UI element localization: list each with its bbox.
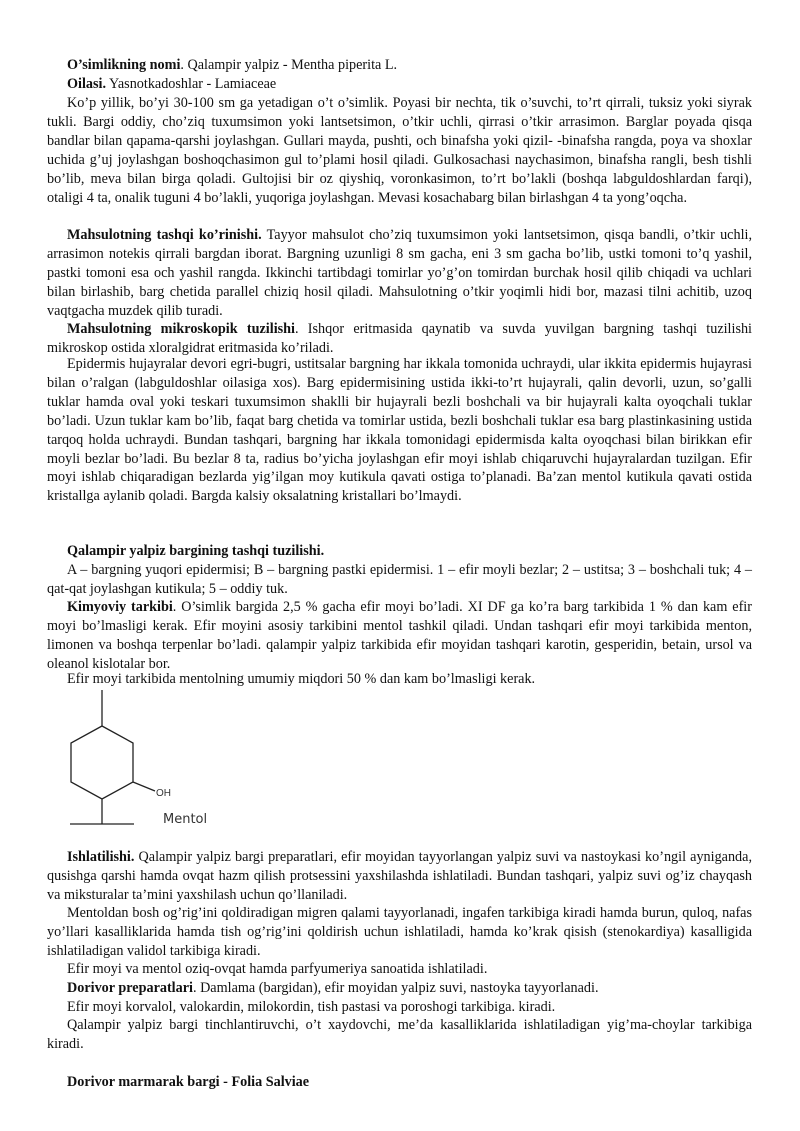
figure-title: Qalampir yalpiz bargining tashqi tuzilishi. xyxy=(67,543,325,559)
hydroxyl-label: OH xyxy=(156,788,171,799)
epidermis-paragraph: Epidermis hujayralar devori egri-bugri, ustitsalar bargning har ikkala tomonida uchraydi, ular ikkita epidermis hujayrasi bilan o’ralgan (labguldoshlar oilasiga xos). Barg epidermisining ustida ikki-to’rt hujayrali, qalin devorli, uzun, so’galli tuklar hamda oval yoki teskari tuxumsimon shaklli bir hujayrali bezli boshchali va bir hujayrali kalta oyoqchali tuklar bo’ladi. Uzun tuklar kam bo’lib, faqat barg chetida va tomirlar ustida, bezli boshchali tuklar esa barg plastinkasining ustida tarqoq holda uchraydi. Bundan tashqari, bargning har ikkala tomonidagi epidermisda kalta oyoqchasi bilan birikkan efir moyli bezlar bo’ladi. Bu bezlar 8 ta, radius bo’yicha joylashgan efir moyi ishlab chiqaruvchi hujayralardan tuzilgan. Efir moyi ishlab chiqaradigan bezlarda yig’ilgan moy kutikula qavati ostiga to’planadi. Ba’zan mentol kutikula qavati ostida kristallga aylanib qoladi. Bargda kalsiy oksalatning kristallari bo’lmaydi. xyxy=(47,356,752,505)
plant-name-label: O’simlikning nomi xyxy=(67,57,181,73)
microscopy-paragraph: Mahsulotning mikroskopik tuzilishi. Ishqor eritmasida qaynatib va suvda yuvilgan bargning tashqi tuzilishi mikroskop ostida xloralgidrat eritmasida ko’riladi. xyxy=(47,321,753,356)
family-label: Oilasi. xyxy=(67,76,107,92)
menthol-structure xyxy=(60,688,240,833)
tea-mixtures-paragraph: Qalampir yalpiz bargi tinchlantiruvchi, o’t xaydovchi, me’da kasalliklarida ishlatiladigan yig’ma-choylar tarkibiga kiradi. xyxy=(47,1017,752,1052)
usage-paragraph: Ishlatilishi. Qalampir yalpiz bargi preparatlari, efir moyidan tayyorlangan yalpiz suvi va nastoykasi ko’ngil ayniganda, qusishga qarshi hamda ovqat hazm qilish protsessini yaxshilashda ishlatiladi. Bundan tashqari, yalpiz suvi og’iz chayqash va miksturalar ta’mini yaxshilash uchun qo’llaniladi. xyxy=(47,849,752,903)
menthol-structure-drawing xyxy=(60,688,240,833)
structure-caption: Mentol xyxy=(163,812,208,827)
industry-use-line: Efir moyi va mentol oziq-ovqat hamda parfyumeriya sanoatida ishlatiladi. xyxy=(67,961,488,977)
next-section-heading: Dorivor marmarak bargi - Folia Salviae xyxy=(67,1074,310,1090)
chemistry-label: Kimyoviy tarkibi xyxy=(67,599,173,615)
description-paragraph: Ko’p yillik, bo’yi 30-100 sm ga yetadigan o’t o’simlik. Poyasi bir nechta, tik o’suvchi, to’rt qirrali, tuksiz yoki siyrak tukli. Bargi oddiy, cho’ziq tuxumsimon yoki lantsetsimon, o’tkir uchli, qirrasi o’tkir arrasimon. Barglar poyada qisqa bandlar bilan qapama-qarshi joylashgan. Gullari mayda, pushti, och binafsha yoki qizil- -binafsha rangda, poya va shoxlar uchida g’uj joylashgan boshoqchasimon gul to’plami hosil qiladi. Gulkosachasi naychasimon, binafsha rangli, besh tishli bo’lib, meva bilan birga qoladi. Gultojisi bir oz qiyshiq, voronkasimon, to’rt bo’lakli (boshqa labguldoshlardan farqi), otaligi 4 ta, onalik tuguni 4 bo’lakli, yuqoriga joylashgan. Mevasi kosachabarg bilan birlashgan 4 ta yong’oqcha. xyxy=(47,95,752,206)
plant-name-line: O’simlikning nomi. Qalampir yalpiz - Mentha piperita L. xyxy=(67,57,398,73)
usage-label: Ishlatilishi. xyxy=(67,849,135,865)
oil-products-line: Efir moyi korvalol, valokardin, milokordin, tish pastasi va poroshogi tarkibiga. kiradi. xyxy=(67,999,556,1015)
appearance-label: Mahsulotning tashqi ko’rinishi. xyxy=(67,227,262,243)
microscopy-label: Mahsulotning mikroskopik tuzilishi xyxy=(67,321,295,337)
family-line: Oilasi. Yasnotkadoshlar - Lamiaceae xyxy=(67,76,277,92)
chemistry-paragraph: Kimyoviy tarkibi. O’simlik bargida 2,5 % gacha efir moyi bo’ladi. XI DF ga ko’ra barg tarkibida 1 % dan kam efir moyi bo’lmasligi kerak. Efir moyini asosiy tarkibini mentol tashkil qiladi. Undan tashqari efir moyi tarkibida menton, limonen va boshqa terpenlar bo’ladi. qalampir yalpiz tarkibida efir moyidan tashqari karotin, gesperidin, betain, ursol va oleanol kislotalar bor. xyxy=(47,599,752,672)
appearance-paragraph: Mahsulotning tashqi ko’rinishi. Tayyor mahsulot cho’ziq tuxumsimon yoki lantsetsimon, qisqa bandli, o’tkir uchli, arrasimon notekis qirrali bargdan iborat. Bargning uzunligi 8 sm gacha, eni 3 sm gacha bo’lib, ustki tomoni to’q yashil, pastki tomoni esa och yashil rangda. Ikkinchi tartibdagi tomirlar yo’g’on tomirdan burchak hosil qilib chiqadi va uchlari bilan birlashib, barg chetida parallel chiziq hosil qiladi. Mahsulotning o’tkir yoqimli hidi bor, mazasi tilni achitib, uzoq vaqtgacha muzdek qilib turadi. xyxy=(47,227,753,319)
preparations-label: Dorivor preparatlari xyxy=(67,980,193,996)
menthol-content-line: Efir moyi tarkibida mentolning umumiy miqdori 50 % dan kam bo’lmasligi kerak. xyxy=(67,671,536,687)
preparations-paragraph: Dorivor preparatlari. Damlama (bargidan), efir moyidan yalpiz suvi, nastoyka tayyorlanadi. xyxy=(67,980,599,996)
figure-legend: A – bargning yuqori epidermisi; B – bargning pastki epidermisi. 1 – efir moyli bezlar; 2 – ustitsa; 3 – boshchali tuk; 4 – qat-qat joylashgan kutikula; 5 – oddiy tuk. xyxy=(47,562,752,597)
menthol-uses-paragraph: Mentoldan bosh og’rig’ini qoldiradigan migren qalami tayyorlanadi, ingafen tarkibiga kiradi hamda burun, quloq, nafas yo’llari kasalliklarida hamda tish og’rig’ini qoldirish uchun ishlatiladi, hamda ko’krak qisish (stenokardiya) kasalligida ishlatiladigan validol tarkibiga kiradi. xyxy=(47,905,752,959)
